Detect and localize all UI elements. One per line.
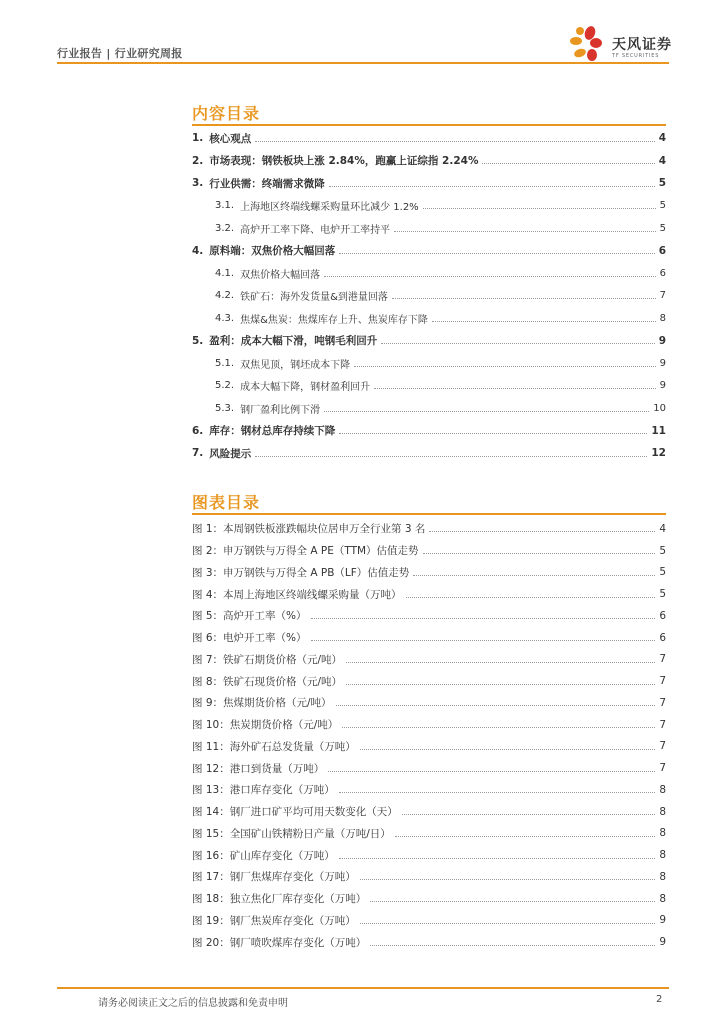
dot-leader [255,141,654,142]
figure-entry[interactable] [192,583,666,605]
toc-entry-label: 铁矿石：海外发货量&到港量回落 [240,292,388,304]
figure-entry-page: 8 [659,870,666,883]
toc-entry-number: 5. [192,334,204,347]
figure-entry-page: 8 [659,783,666,796]
figure-entry-page: 6 [659,631,666,644]
logo-text: 天风证券 [612,37,672,53]
toc-entry-label: 焦煤&焦炭：焦煤库存上升、焦炭库存下降 [240,314,428,326]
figure-entry-page: 5 [659,588,666,601]
dot-leader [360,923,656,924]
toc-entry[interactable] [192,217,666,240]
toc-entry-number: 4.2. [215,290,235,302]
figure-entry[interactable] [192,823,666,845]
figure-entry[interactable] [192,910,666,932]
toc-entry-number: 5.1. [215,357,235,369]
toc-entry-page: 5 [659,200,666,212]
figure-entry[interactable] [192,801,666,823]
footer-page-number: 2 [656,994,663,1005]
toc-entry-page: 4 [658,132,666,145]
figure-entry[interactable] [192,540,666,562]
toc-entry-number: 6. [192,424,204,437]
toc-entry-page: 11 [651,424,666,437]
toc-title: 内容目录 [192,104,261,123]
toc-title-divider [192,124,666,126]
dot-leader [482,163,654,164]
figure-entry-label: 图 19：钢厂焦炭库存变化（万吨） [192,914,356,927]
figure-entry-label: 图 1：本周钢铁板涨跌幅块位居申万全行业第 3 名 [192,523,426,536]
dot-leader [324,276,656,277]
header-divider [57,62,669,64]
toc-entry-page: 6 [659,267,666,279]
toc-entry[interactable] [192,262,666,285]
figure-entry[interactable] [192,757,666,779]
figure-entry[interactable] [192,562,666,584]
figure-entry-label: 图 14：钢厂进口矿平均可用天数变化（天） [192,806,398,819]
toc-entry-label: 钢厂盈利比例下滑 [240,404,321,416]
dot-leader [328,771,655,772]
toc-entry[interactable] [192,195,666,218]
figure-entry-label: 图 3：申万钢铁与万得全 A PB（LF）估值走势 [192,566,410,579]
figure-entry[interactable] [192,779,666,801]
figure-entry-label: 图 20：钢厂喷吹煤库存变化（万吨） [192,936,367,949]
footer-divider [57,987,669,989]
figure-entry-page: 7 [659,653,666,666]
toc-entry[interactable] [192,397,666,420]
figure-entry-label: 图 9：焦煤期货价格（元/吨） [192,697,332,710]
dot-leader [429,531,655,532]
dot-leader [360,879,656,880]
toc-entry-number: 4. [192,244,204,257]
figure-entry-page: 8 [659,805,666,818]
figure-entry[interactable] [192,844,666,866]
toc-entry-page: 9 [659,357,666,369]
toc-entry-page: 7 [659,290,666,302]
toc-entry-number: 4.1. [215,267,235,279]
figure-list-title: 图表目录 [192,493,261,512]
dot-leader [339,858,656,859]
dot-leader [432,321,656,322]
dot-leader [381,343,654,344]
figure-entry-page: 7 [659,718,666,731]
toc-entry-label: 市场表现：钢铁板块上涨 2.84%，跑赢上证综指 2.24% [209,155,479,168]
dot-leader [339,792,656,793]
toc-entry-page: 6 [658,244,666,257]
toc-entry-number: 3.2. [215,222,235,234]
figure-entry-label: 图 17：钢厂焦煤库存变化（万吨） [192,871,356,884]
dot-leader [311,640,656,641]
figure-entry-label: 图 4：本周上海地区终端线螺采购量（万吨） [192,588,402,601]
dot-leader [360,749,656,750]
toc-entry[interactable] [192,375,666,398]
dot-leader [406,597,656,598]
figure-entry-page: 7 [659,696,666,709]
dot-leader [339,433,647,434]
toc-entry-label: 成本大幅下降，钢材盈利回升 [240,382,371,394]
toc-entry-label: 核心观点 [209,132,252,145]
toc-entry[interactable] [192,307,666,330]
dot-leader [336,705,656,706]
figure-entry-label: 图 16：矿山库存变化（万吨） [192,849,335,862]
toc-entry[interactable] [192,172,666,195]
figure-entry-page: 9 [659,914,666,927]
toc-entry-page: 5 [659,222,666,234]
toc-entry-page: 4 [658,154,666,167]
toc-entry-page: 8 [659,312,666,324]
dot-leader [423,208,656,209]
toc-entry-page: 5 [658,177,666,190]
figure-entry[interactable] [192,605,666,627]
figure-entry-label: 图 6：电炉开工率（%） [192,632,307,645]
figure-entry-label: 图 15：全国矿山铁精粉日产量（万吨/日） [192,827,391,840]
toc-entry-label: 双焦见顶，钢坯成本下降 [240,359,351,371]
figure-entry-page: 9 [659,936,666,949]
dot-leader [395,836,656,837]
toc-entry-page: 9 [659,380,666,392]
dot-leader [342,727,655,728]
dot-leader [339,253,654,254]
toc-entry[interactable] [192,442,666,465]
toc-entry[interactable] [192,127,666,150]
figure-entry[interactable] [192,866,666,888]
figure-entry-label: 图 2：申万钢铁与万得全 A PE（TTM）估值走势 [192,545,419,558]
figure-entry[interactable] [192,888,666,910]
toc-entry-label: 原料端：双焦价格大幅回落 [209,245,336,258]
figure-entry-label: 图 10：焦炭期货价格（元/吨） [192,719,339,732]
dot-leader [311,618,656,619]
dot-leader [423,553,656,554]
toc-entry[interactable] [192,285,666,308]
dot-leader [255,456,647,457]
toc-entry-label: 风险提示 [209,447,252,460]
toc-entry-page: 9 [658,334,666,347]
figure-entry-label: 图 18：独立焦化厂库存变化（万吨） [192,893,367,906]
figure-entry-page: 8 [659,892,666,905]
toc-entry-label: 盈利：成本大幅下滑，吨钢毛利回升 [209,335,378,348]
figure-entry-page: 6 [659,609,666,622]
figure-entry-page: 7 [659,762,666,775]
figure-entry-label: 图 13：港口库存变化（万吨） [192,784,335,797]
figure-entry-page: 4 [659,522,666,535]
figure-entry-label: 图 7：铁矿石期货价格（元/吨） [192,653,343,666]
figure-entry-label: 图 12：港口到货量（万吨） [192,762,325,775]
dot-leader [370,901,655,902]
dot-leader [394,231,656,232]
figure-entry-label: 图 11：海外矿石总发货量（万吨） [192,740,356,753]
toc-entry-page: 10 [653,402,666,414]
toc-entry-number: 3.1. [215,200,235,212]
company-logo [568,25,678,63]
dot-leader [329,186,655,187]
toc-entry[interactable] [192,150,666,173]
figure-list-title-divider [192,513,666,515]
toc-entry-number: 5.3. [215,402,235,414]
toc-entry[interactable] [192,240,666,263]
figure-entry-label: 图 8：铁矿石现货价格（元/吨） [192,675,343,688]
dot-leader [413,575,655,576]
figure-entry[interactable] [192,649,666,671]
figure-entry-page: 8 [659,849,666,862]
toc-entry-number: 5.2. [215,380,235,392]
dot-leader [374,388,656,389]
header-left-text: 行业报告 | 行业研究周报 [57,47,183,60]
toc-entry[interactable] [192,352,666,375]
figure-entry-page: 7 [659,675,666,688]
figure-entry-page: 8 [659,827,666,840]
dot-leader [346,684,655,685]
logo-subtext: TF SECURITIES [612,53,660,59]
figure-entry-page: 5 [659,566,666,579]
figure-entry[interactable] [192,931,666,953]
toc-entry-label: 双焦价格大幅回落 [240,269,321,281]
dot-leader [324,411,649,412]
figure-entry[interactable] [192,714,666,736]
toc-entry-number: 3. [192,177,204,190]
figure-entry[interactable] [192,627,666,649]
toc-entry-number: 7. [192,447,204,460]
toc-entry-label: 库存：钢材总库存持续下降 [209,425,336,438]
toc-entry[interactable] [192,330,666,353]
footer-disclaimer: 请务必阅读正文之后的信息披露和免责申明 [98,998,288,1009]
figure-list [192,518,666,953]
figure-entry[interactable] [192,518,666,540]
dot-leader [354,366,656,367]
dot-leader [392,298,656,299]
toc-entry-label: 行业供需：终端需求微降 [209,177,325,190]
figure-entry[interactable] [192,692,666,714]
dot-leader [402,814,656,815]
table-of-contents [192,127,666,465]
dot-leader [346,662,655,663]
figure-entry[interactable] [192,736,666,758]
toc-entry-number: 2. [192,154,204,167]
figure-entry[interactable] [192,670,666,692]
toc-entry-label: 高炉开工率下降、电炉开工率持平 [240,224,391,236]
toc-entry-label: 上海地区终端线螺采购量环比减少 1.2% [240,202,419,214]
figure-entry-page: 5 [659,544,666,557]
toc-entry-page: 12 [651,447,666,460]
figure-entry-page: 7 [659,740,666,753]
flower-logo-icon [568,25,608,63]
dot-leader [370,945,655,946]
toc-entry-number: 4.3. [215,312,235,324]
toc-entry-number: 1. [192,132,204,145]
figure-entry-label: 图 5：高炉开工率（%） [192,610,307,623]
toc-entry[interactable] [192,420,666,443]
